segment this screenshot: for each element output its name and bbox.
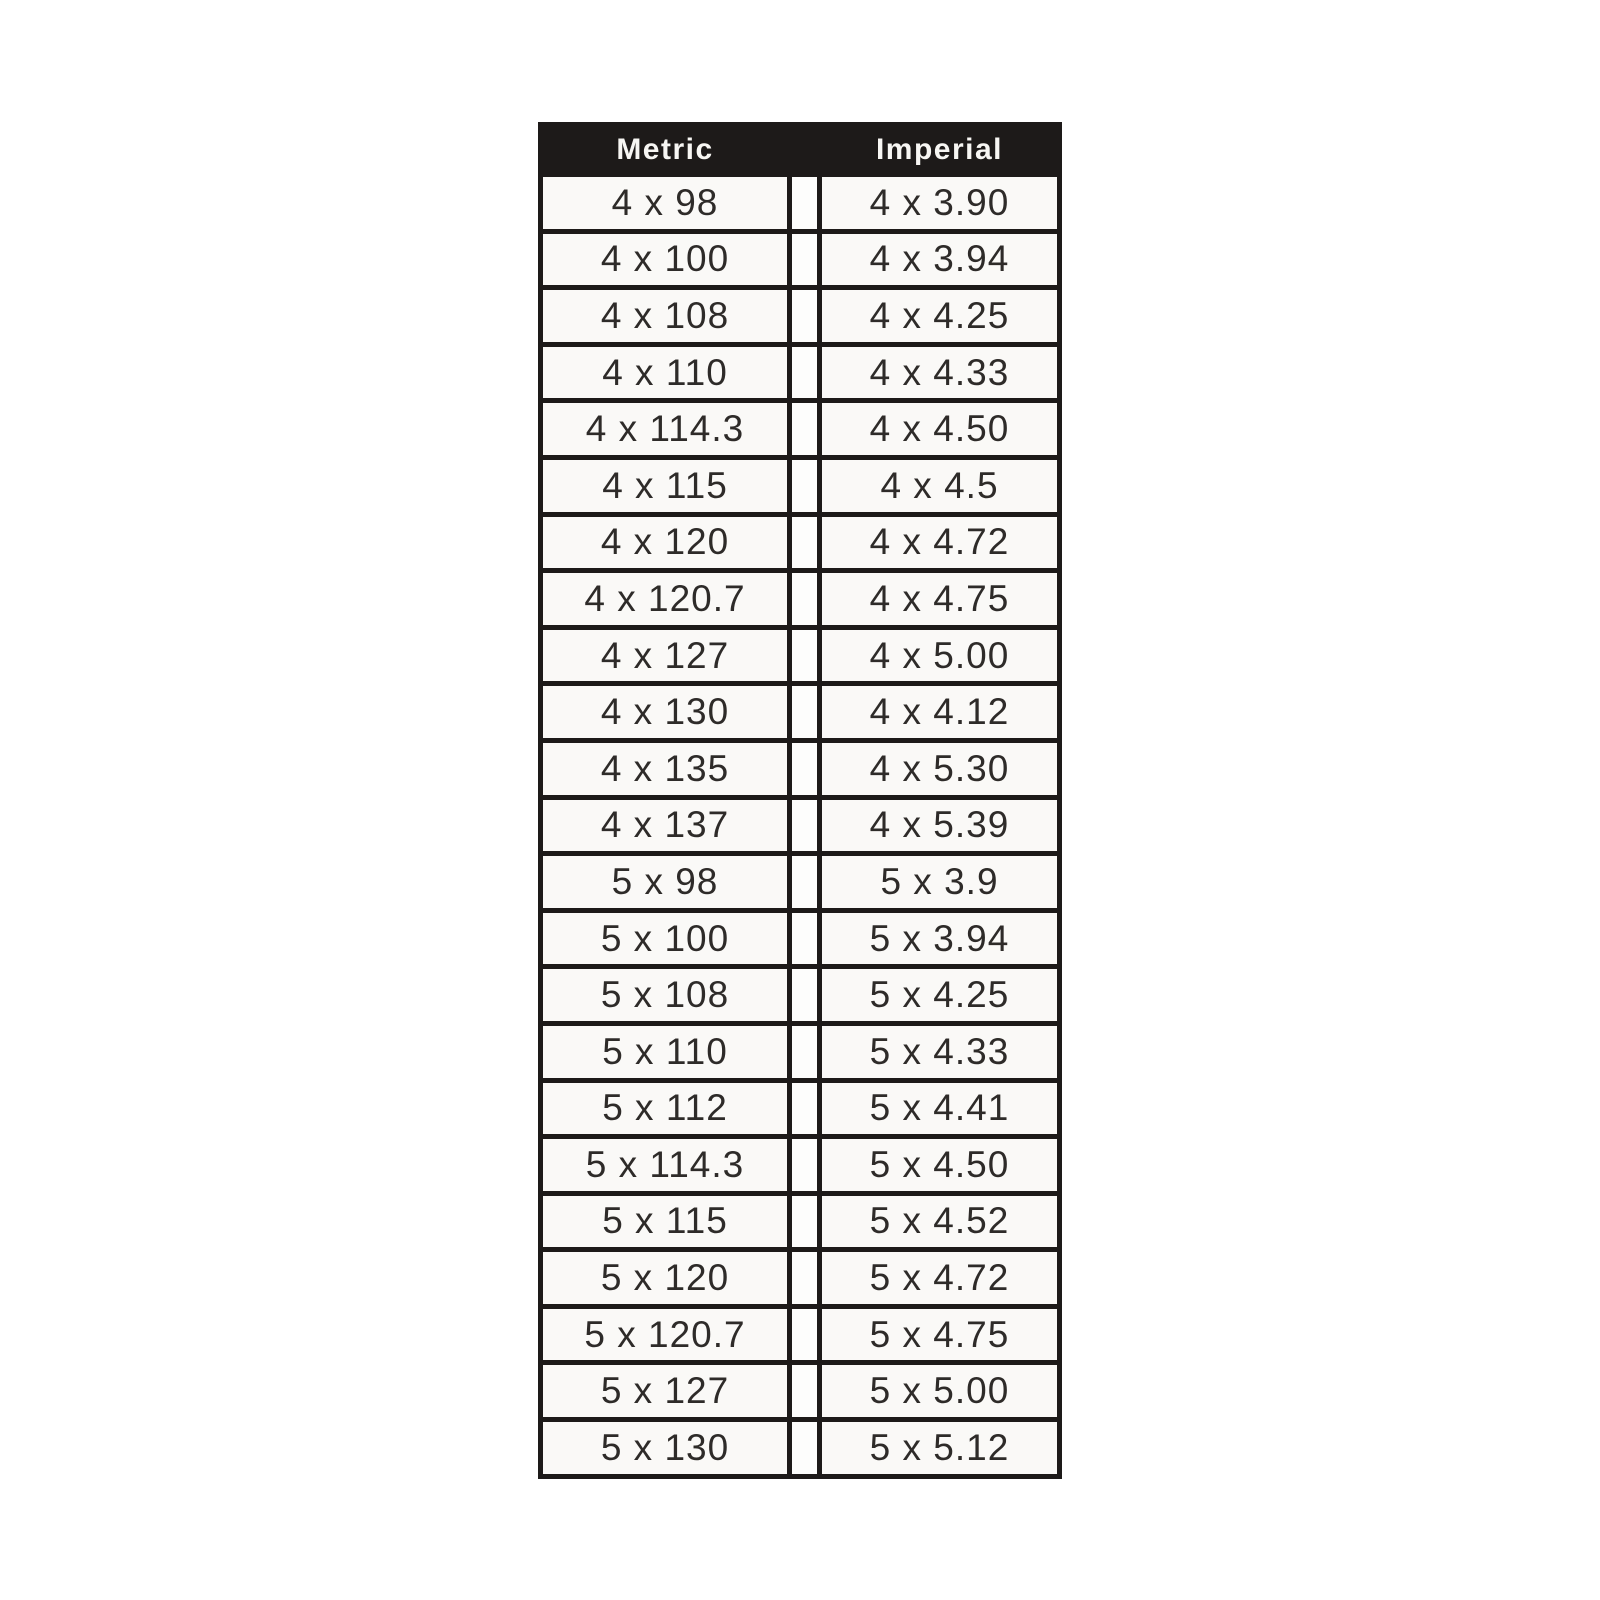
table-row xyxy=(541,1023,1060,1080)
spacer-cell xyxy=(790,1137,820,1194)
imperial-cell: 4 x 4.33 xyxy=(820,344,1060,401)
table-row xyxy=(541,1420,1060,1477)
imperial-cell: 4 x 4.12 xyxy=(820,684,1060,741)
metric-cell: 5 x 100 xyxy=(541,910,790,967)
imperial-cell: 5 x 4.75 xyxy=(820,1306,1060,1363)
header-row xyxy=(541,125,1060,175)
imperial-cell: 5 x 5.00 xyxy=(820,1363,1060,1420)
table-row xyxy=(541,1080,1060,1137)
metric-cell: 4 x 120 xyxy=(541,514,790,571)
spacer-cell xyxy=(790,684,820,741)
spacer-cell xyxy=(790,627,820,684)
table-row xyxy=(541,457,1060,514)
imperial-cell: 5 x 4.50 xyxy=(820,1137,1060,1194)
spacer-cell xyxy=(790,457,820,514)
metric-cell: 5 x 120.7 xyxy=(541,1306,790,1363)
table-row xyxy=(541,344,1060,401)
imperial-cell: 4 x 5.30 xyxy=(820,740,1060,797)
spacer-cell xyxy=(790,910,820,967)
table-row xyxy=(541,1363,1060,1420)
spacer-cell xyxy=(790,231,820,288)
spacer-cell xyxy=(790,1193,820,1250)
spacer-cell xyxy=(790,571,820,628)
metric-cell: 4 x 135 xyxy=(541,740,790,797)
table-row xyxy=(541,1193,1060,1250)
imperial-cell: 5 x 4.41 xyxy=(820,1080,1060,1137)
metric-column-header: Metric xyxy=(541,125,790,175)
bolt-pattern-conversion-chart xyxy=(538,122,1062,1479)
metric-cell: 4 x 130 xyxy=(541,684,790,741)
metric-cell: 5 x 127 xyxy=(541,1363,790,1420)
metric-cell: 4 x 120.7 xyxy=(541,571,790,628)
table-row xyxy=(541,797,1060,854)
metric-cell: 4 x 100 xyxy=(541,231,790,288)
table-row xyxy=(541,910,1060,967)
spacer-cell xyxy=(790,175,820,232)
table-row xyxy=(541,684,1060,741)
spacer-cell xyxy=(790,288,820,345)
table-row xyxy=(541,627,1060,684)
table-row xyxy=(541,1250,1060,1307)
spacer-cell xyxy=(790,401,820,458)
table-row xyxy=(541,854,1060,911)
metric-cell: 4 x 98 xyxy=(541,175,790,232)
spacer-cell xyxy=(790,1250,820,1307)
spacer-cell xyxy=(790,1080,820,1137)
imperial-cell: 5 x 4.72 xyxy=(820,1250,1060,1307)
metric-cell: 5 x 115 xyxy=(541,1193,790,1250)
imperial-cell: 4 x 4.72 xyxy=(820,514,1060,571)
table-row xyxy=(541,571,1060,628)
table-row xyxy=(541,231,1060,288)
metric-cell: 5 x 130 xyxy=(541,1420,790,1477)
conversion-table xyxy=(538,122,1062,1479)
table-row xyxy=(541,288,1060,345)
imperial-cell: 5 x 3.94 xyxy=(820,910,1060,967)
spacer-cell xyxy=(790,797,820,854)
metric-cell: 5 x 110 xyxy=(541,1023,790,1080)
imperial-cell: 4 x 3.94 xyxy=(820,231,1060,288)
metric-cell: 4 x 137 xyxy=(541,797,790,854)
metric-cell: 4 x 115 xyxy=(541,457,790,514)
imperial-cell: 4 x 4.50 xyxy=(820,401,1060,458)
imperial-cell: 4 x 5.39 xyxy=(820,797,1060,854)
spacer-cell xyxy=(790,1420,820,1477)
metric-cell: 5 x 112 xyxy=(541,1080,790,1137)
table-body xyxy=(541,175,1060,1477)
spacer-cell xyxy=(790,344,820,401)
table-row xyxy=(541,1306,1060,1363)
table-header xyxy=(541,125,1060,175)
table-row xyxy=(541,1137,1060,1194)
imperial-cell: 4 x 4.25 xyxy=(820,288,1060,345)
spacer-cell xyxy=(790,740,820,797)
metric-cell: 5 x 98 xyxy=(541,854,790,911)
imperial-cell: 5 x 5.12 xyxy=(820,1420,1060,1477)
imperial-cell: 4 x 4.75 xyxy=(820,571,1060,628)
imperial-cell: 5 x 4.33 xyxy=(820,1023,1060,1080)
metric-cell: 4 x 108 xyxy=(541,288,790,345)
metric-cell: 5 x 108 xyxy=(541,967,790,1024)
imperial-cell: 5 x 4.25 xyxy=(820,967,1060,1024)
table-row xyxy=(541,967,1060,1024)
spacer-cell xyxy=(790,1363,820,1420)
spacer-cell xyxy=(790,514,820,571)
imperial-cell: 4 x 3.90 xyxy=(820,175,1060,232)
header-spacer xyxy=(790,125,820,175)
spacer-cell xyxy=(790,1023,820,1080)
imperial-cell: 5 x 3.9 xyxy=(820,854,1060,911)
spacer-cell xyxy=(790,967,820,1024)
metric-cell: 5 x 120 xyxy=(541,1250,790,1307)
imperial-column-header: Imperial xyxy=(820,125,1060,175)
spacer-cell xyxy=(790,1306,820,1363)
metric-cell: 4 x 110 xyxy=(541,344,790,401)
metric-cell: 4 x 114.3 xyxy=(541,401,790,458)
imperial-cell: 5 x 4.52 xyxy=(820,1193,1060,1250)
table-row xyxy=(541,514,1060,571)
metric-cell: 5 x 114.3 xyxy=(541,1137,790,1194)
spacer-cell xyxy=(790,854,820,911)
table-row xyxy=(541,175,1060,232)
imperial-cell: 4 x 4.5 xyxy=(820,457,1060,514)
table-row xyxy=(541,401,1060,458)
metric-cell: 4 x 127 xyxy=(541,627,790,684)
table-row xyxy=(541,740,1060,797)
imperial-cell: 4 x 5.00 xyxy=(820,627,1060,684)
